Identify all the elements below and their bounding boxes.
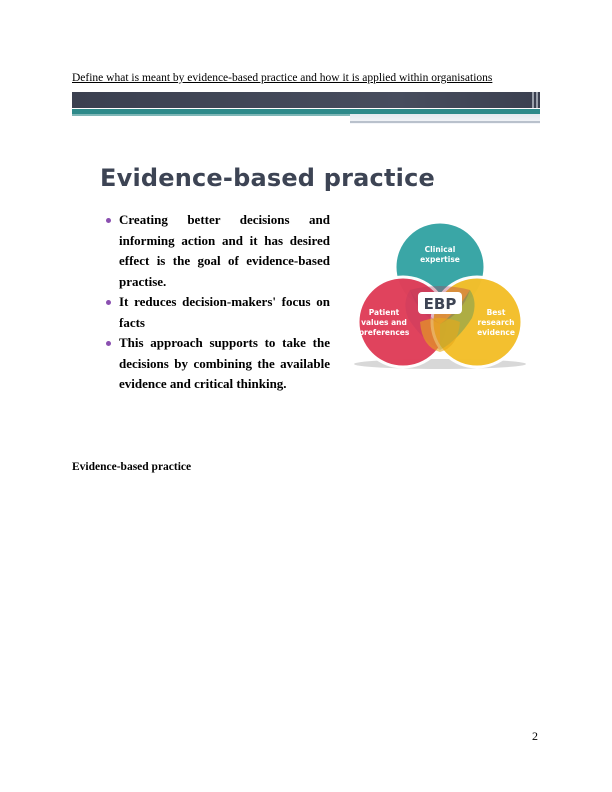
bullet-dot-icon — [106, 218, 111, 223]
document-heading: Define what is meant by evidence-based practice and how it is applied within organisations — [72, 72, 493, 84]
page-number: 2 — [532, 729, 538, 743]
clinical-label: expertise — [420, 255, 460, 264]
evidence-label: research — [477, 318, 515, 327]
bullet-dot-icon — [106, 300, 111, 305]
clinical-label: Clinical — [424, 245, 456, 254]
bullet-item: It reduces decision-makers' focus on facts — [106, 292, 330, 333]
slide-accent-line — [72, 114, 352, 116]
patient-label: preferences — [358, 328, 410, 337]
embedded-slide — [72, 92, 540, 422]
patient-label: values and — [361, 318, 407, 327]
bullet-item: Creating better decisions and informing action and it has desired effect is the goal of evidence-based practise. — [106, 210, 330, 292]
patient-label: Patient — [368, 308, 400, 317]
bullet-item: This approach supports to take the decisions by combining the available evidence and critical thinking. — [106, 333, 330, 395]
bullet-dot-icon — [106, 341, 111, 346]
figure-caption: Evidence-based practice — [72, 461, 192, 473]
ebp-center-label: EBP — [423, 295, 457, 313]
evidence-label: Best — [486, 308, 506, 317]
slide-header-band — [72, 92, 540, 108]
slide-title: Evidence-based practice — [100, 164, 435, 192]
ebp-venn-diagram — [350, 222, 530, 372]
slide-bullet-list — [106, 210, 330, 395]
slide-light-line — [350, 121, 540, 123]
evidence-label: evidence — [477, 328, 515, 337]
